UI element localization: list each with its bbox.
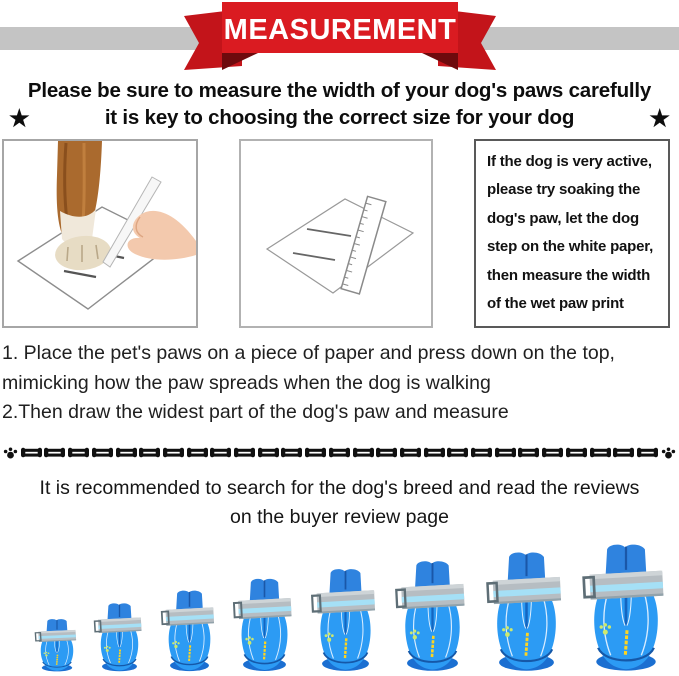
bone-chain-divider — [3, 444, 676, 462]
bone-icon — [518, 446, 539, 459]
star-left-icon: ★ — [9, 105, 30, 131]
bone-icon — [613, 446, 634, 459]
banner-title: MEASUREMENT — [223, 14, 456, 46]
ribbon-left-fold — [222, 52, 258, 70]
instruction-line: 2.Then draw the widest part of the dog's paw and measure — [2, 401, 509, 423]
fur-streak — [83, 143, 84, 221]
bone-icon — [542, 446, 563, 459]
banner — [0, 0, 679, 76]
bone-icon — [210, 446, 231, 459]
bone-icon — [590, 446, 611, 459]
tip-line: please try soaking the — [487, 181, 641, 199]
tip-line: of the wet paw print — [487, 295, 624, 313]
bone-icon — [447, 446, 468, 459]
width-mark — [293, 253, 335, 260]
width-mark — [307, 229, 351, 236]
dog-boot — [581, 542, 671, 672]
bone-icon — [44, 446, 65, 459]
bone-icon — [566, 446, 587, 459]
boot-size-row — [0, 538, 679, 672]
panel-row — [0, 139, 679, 328]
paw-print-icon — [661, 446, 676, 460]
recommendation-line1: It is recommended to search for the dog's breed and read the reviews — [39, 476, 640, 499]
bone-icon — [68, 446, 89, 459]
dog-boot — [310, 567, 381, 672]
bone-icon — [376, 446, 397, 459]
headline-line1: Please be sure to measure the width of your dog's paws carefully — [27, 79, 652, 102]
ribbon-right-fold — [422, 52, 458, 70]
ruler-illustration — [241, 141, 431, 326]
instruction-line: mimicking how the paw spreads when the dog is walking — [2, 371, 491, 394]
bone-icon — [305, 446, 326, 459]
bone-icon — [637, 446, 658, 459]
bone-icon — [329, 446, 350, 459]
instruction-line: 1. Place the pet's paws on a piece of paper and press down on the top, — [2, 342, 615, 364]
tip-line: If the dog is very active, — [487, 153, 652, 170]
dog-boot — [93, 602, 146, 672]
bone-icon — [139, 446, 160, 459]
bone-icon — [234, 446, 255, 459]
headline — [0, 77, 679, 131]
dog-boot — [394, 559, 471, 672]
bone-icon — [116, 446, 137, 459]
ribbon-banner — [184, 0, 496, 78]
dog-boot — [34, 618, 80, 672]
panel-ruler-sketch — [239, 139, 433, 328]
dog-boot — [232, 577, 297, 672]
panel-paw-tracing — [2, 139, 198, 328]
panel-tip-text — [474, 139, 670, 328]
bone-icon — [495, 446, 516, 459]
dog-boot — [485, 550, 568, 672]
bone-icon — [258, 446, 279, 459]
tip-line: step on the white paper, — [487, 238, 654, 256]
instructions — [2, 339, 679, 428]
headline-line2: it is key to choosing the correct size for your dog — [104, 106, 575, 129]
tip-line: then measure the width — [487, 266, 651, 284]
ruler — [341, 196, 386, 294]
bone-icon — [187, 446, 208, 459]
dog-boot — [160, 589, 219, 672]
bone-icon — [471, 446, 492, 459]
bone-icon — [163, 446, 184, 459]
paw-tracing-illustration — [4, 141, 196, 326]
hand — [128, 211, 196, 260]
bone-icon — [21, 446, 42, 459]
bone-icon — [400, 446, 421, 459]
paper-outline — [267, 199, 413, 293]
bone-icon — [281, 446, 302, 459]
star-right-icon: ★ — [649, 105, 670, 131]
recommendation-line2: on the buyer review page — [230, 505, 449, 528]
recommendation — [0, 474, 679, 532]
paw-print-icon — [3, 446, 18, 460]
bone-icon — [353, 446, 374, 459]
tip-line: dog's paw, let the dog — [487, 209, 639, 227]
bone-icon — [424, 446, 445, 459]
bone-icon — [92, 446, 113, 459]
